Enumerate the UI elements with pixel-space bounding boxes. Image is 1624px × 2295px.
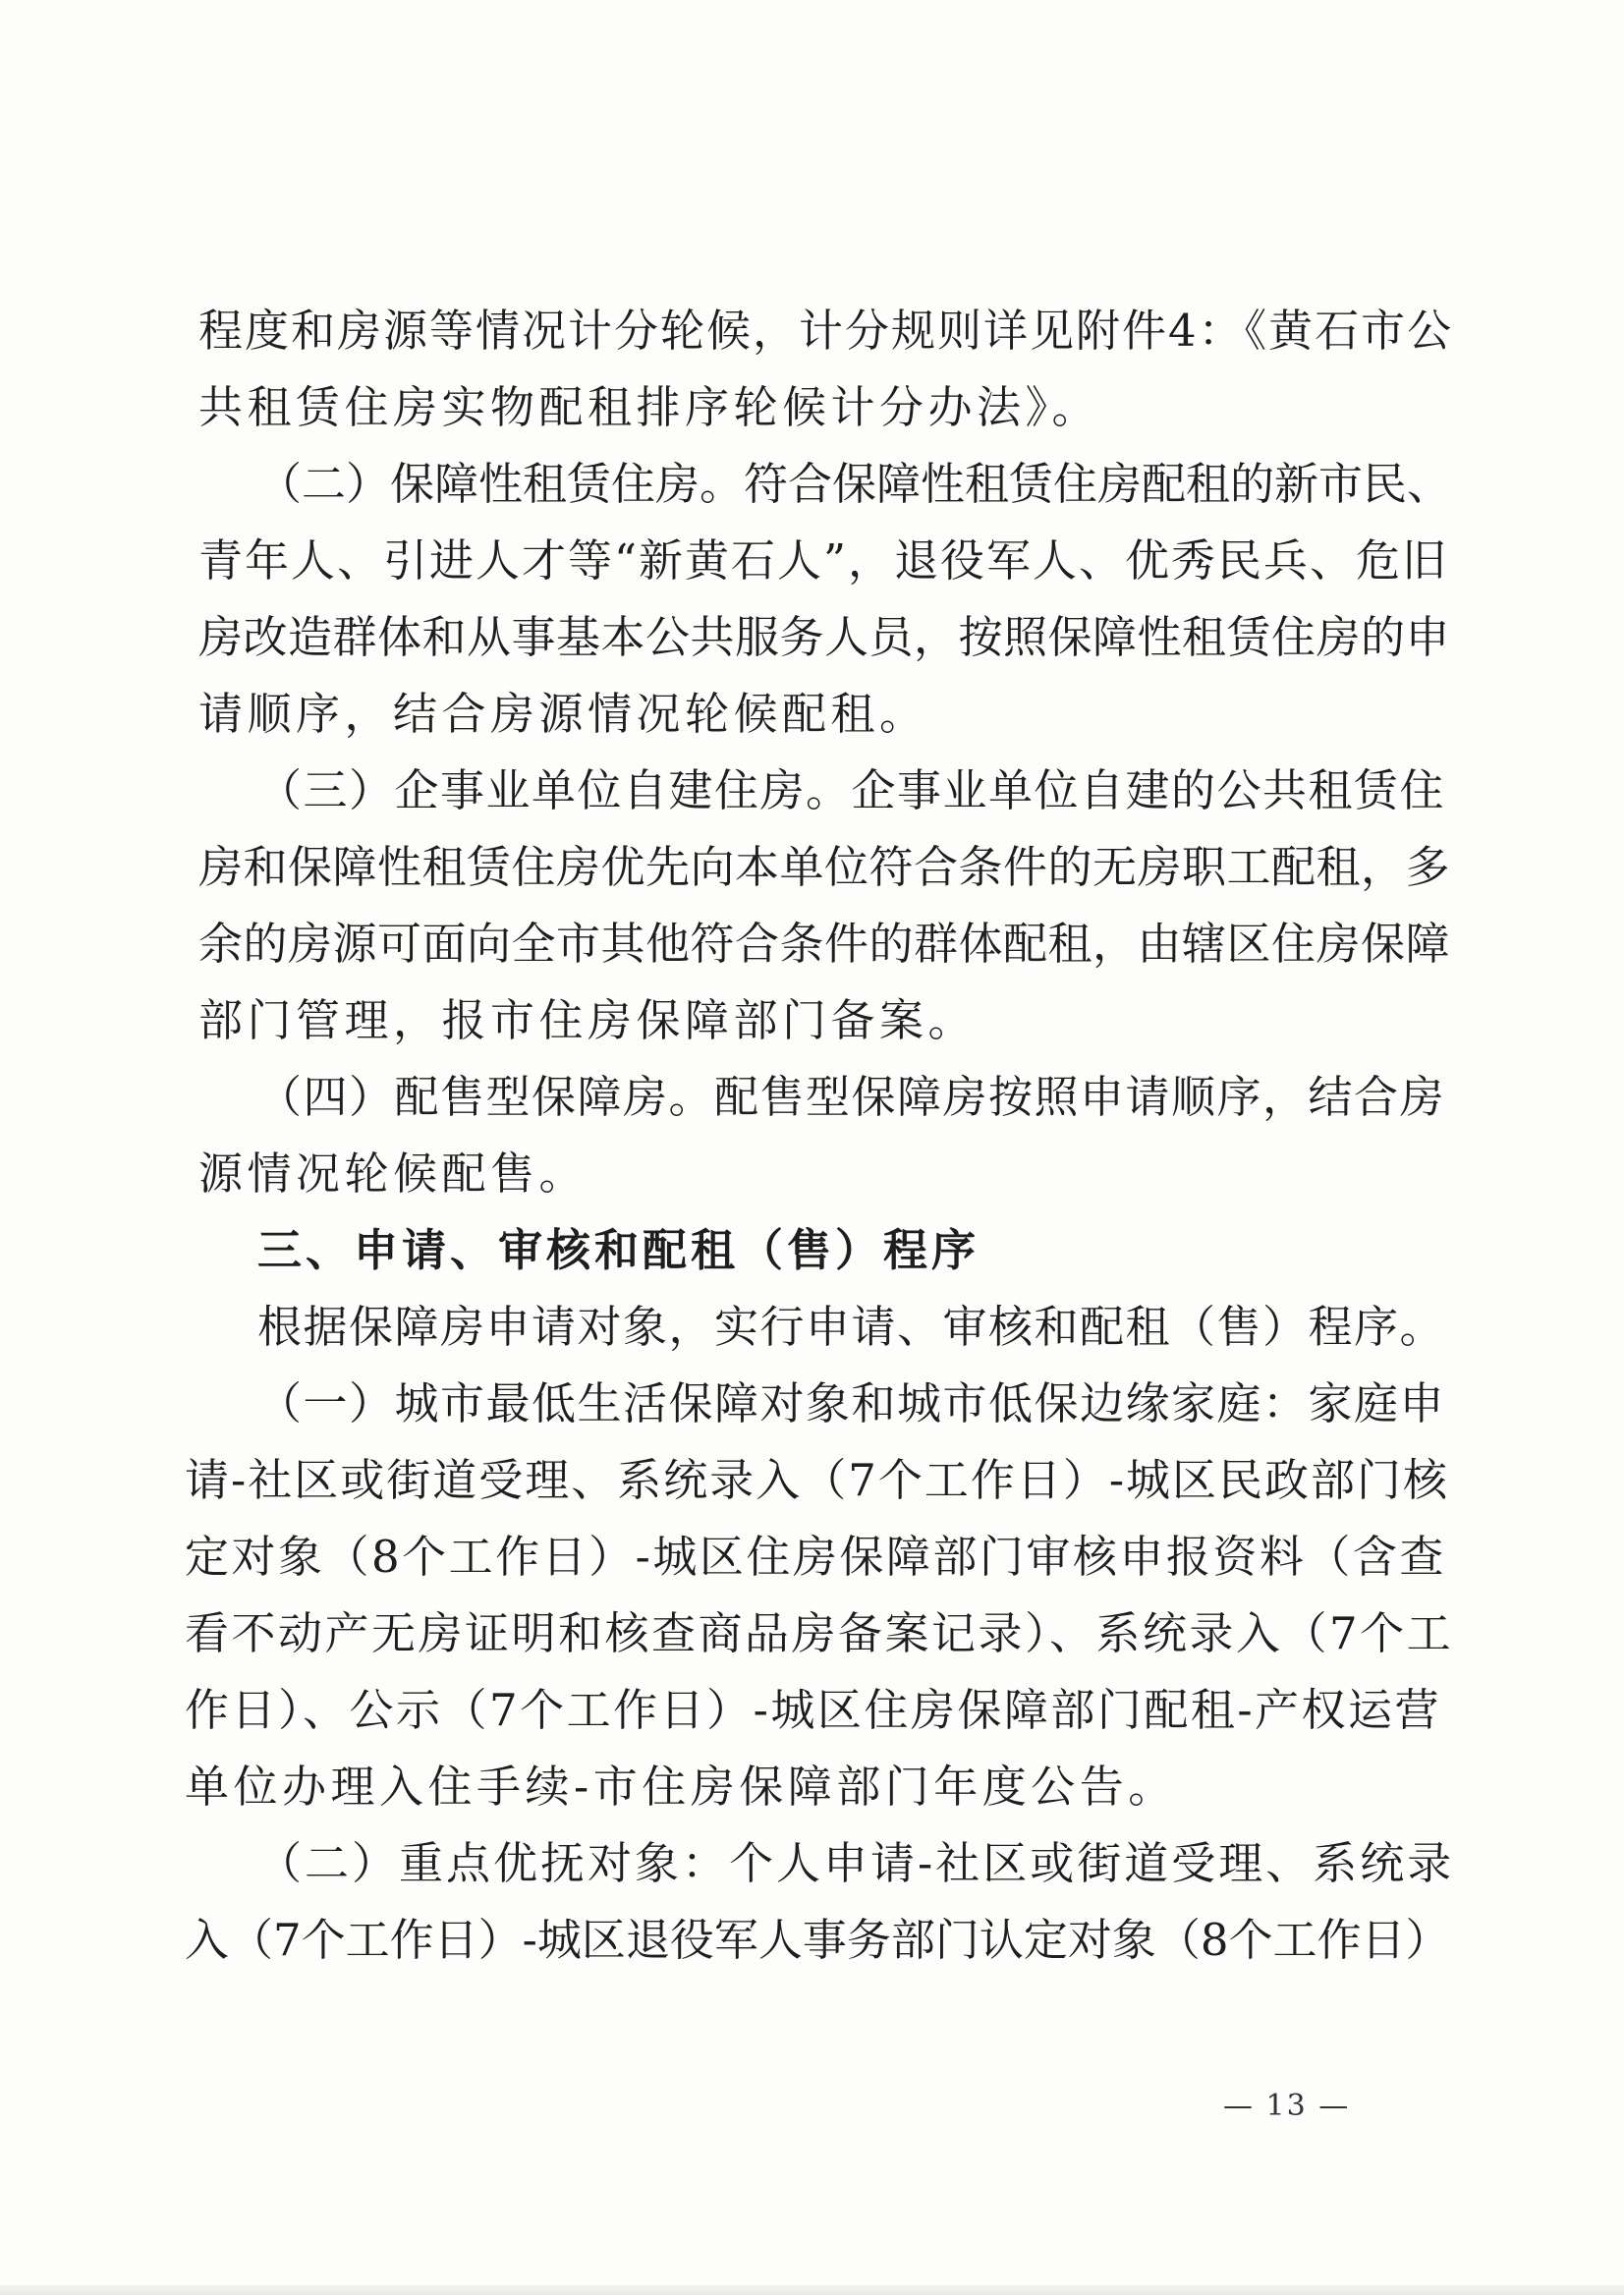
text-line: （四）配售型保障房。配售型保障房按照申请顺序，结合房 <box>257 1071 1446 1123</box>
text-line: 请顺序，结合房源情况轮候配租。 <box>198 688 928 740</box>
text-line: 根据保障房申请对象，实行申请、审核和配租（售）程序。 <box>257 1301 1446 1353</box>
text-line: 青年人、引进人才等“新黄石人”，退役军人、优秀民兵、危旧 <box>198 534 1449 587</box>
text-line: 房和保障性租赁住房优先向本单位符合条件的无房职工配租，多 <box>198 841 1451 893</box>
text-line: 定对象（8个工作日）-城区住房保障部门审核申报资料（含查 <box>185 1531 1446 1583</box>
text-line: 单位办理入住手续-市住房保障部门年度公告。 <box>185 1761 1177 1813</box>
text-line: 余的房源可面向全市其他符合条件的群体配租，由辖区住房保障 <box>198 918 1451 970</box>
text-line: （二）重点优抚对象：个人申请-社区或街道受理、系统录 <box>257 1837 1455 1889</box>
page-number: — 13 — <box>1223 2089 1351 2123</box>
text-line: 入（7个工作日）-城区退役军人事务部门认定对象（8个工作日） <box>185 1914 1450 1966</box>
text-line: 程度和房源等情况计分轮候，计分规则详见附件4：《黄石市公 <box>198 305 1454 357</box>
text-line: （三）企事业单位自建住房。企事业单位自建的公共租赁住 <box>257 764 1446 816</box>
text-line: 共租赁住房实物配租排序轮候计分办法》。 <box>198 381 1101 433</box>
text-line: 部门管理，报市住房保障部门备案。 <box>198 994 978 1046</box>
text-line: 房改造群体和从事基本公共服务人员，按照保障性租赁住房的申 <box>198 611 1451 663</box>
text-line: 作日）、公示（7个工作日）-城区住房保障部门配租-产权运营 <box>185 1684 1442 1736</box>
text-line: 请-社区或街道受理、系统录入（7个工作日）-城区民政部门核 <box>185 1454 1450 1506</box>
text-line: （一）城市最低生活保障对象和城市低保边缘家庭：家庭申 <box>257 1377 1446 1429</box>
page-bottom-edge <box>0 2285 1624 2295</box>
section-heading: 三、申请、审核和配租（售）程序 <box>257 1224 980 1276</box>
text-line: 看不动产无房证明和核查商品房备案记录）、系统录入（7个工 <box>185 1607 1454 1659</box>
text-line: 源情况轮候配售。 <box>198 1148 588 1200</box>
text-line: （二）保障性租赁住房。符合保障性租赁住房配租的新市民、 <box>257 458 1452 510</box>
